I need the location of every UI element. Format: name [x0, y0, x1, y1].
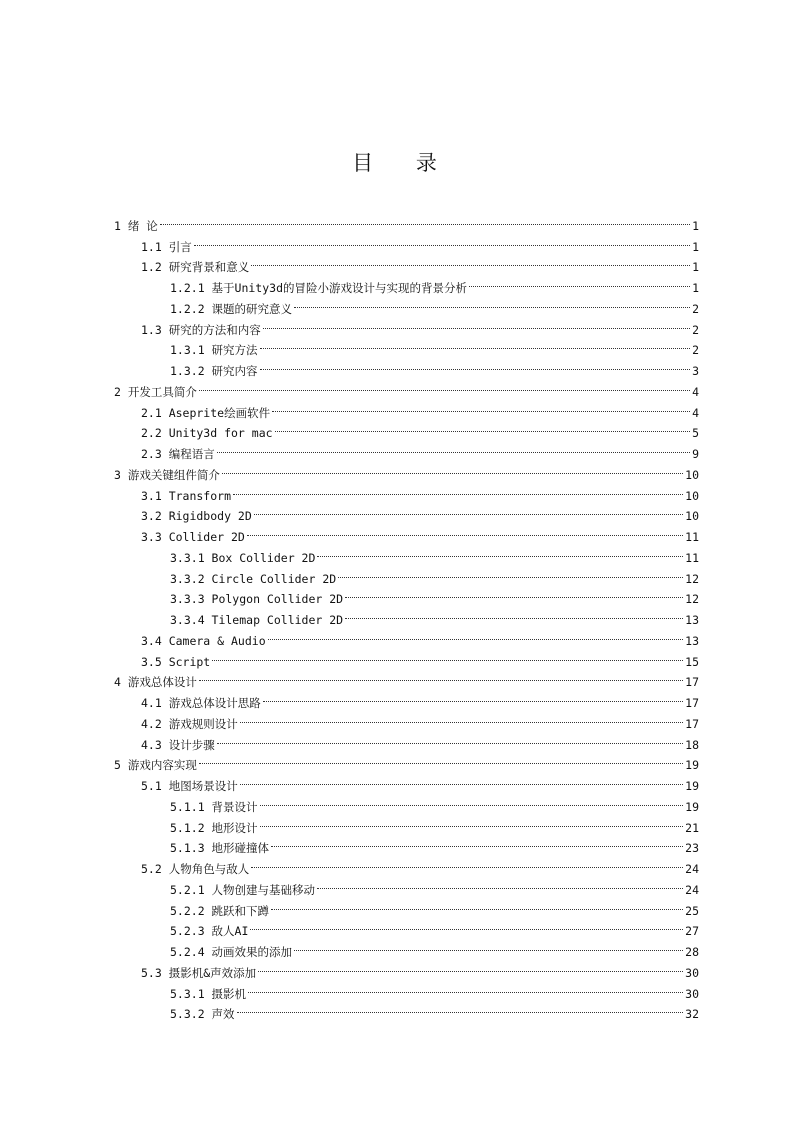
dot-leader — [194, 230, 690, 251]
toc-entry-title: 2.3 编程语言 — [141, 447, 215, 461]
dot-leader — [251, 852, 683, 873]
toc-entry-page-number: 1 — [692, 239, 699, 254]
toc-entry-title: 1.2.1 基于Unity3d的冒险小游戏设计与实现的背景分析 — [170, 281, 468, 295]
dot-leader — [222, 458, 683, 479]
toc-entry-title: 5.2.3 敌人AI — [170, 924, 249, 939]
toc-entry-title: 1.2.2 课题的研究意义 — [170, 301, 293, 316]
dot-leader — [271, 832, 683, 853]
dot-leader — [260, 811, 684, 832]
dot-leader — [268, 624, 684, 645]
toc-entry-page-number: 17 — [685, 716, 699, 731]
toc-entry-title: 2.2 Unity3d for mac — [141, 426, 273, 441]
dot-leader — [260, 790, 684, 811]
toc-title: 目 录 — [352, 151, 455, 176]
dot-leader — [258, 956, 683, 977]
toc-entry-page-number: 13 — [685, 633, 699, 648]
toc-entry-title: 1.2 研究背景和意义 — [141, 260, 250, 275]
toc-entry-title: 3.3 Collider 2D — [141, 530, 245, 544]
dot-leader — [251, 251, 690, 272]
toc-entry-page-number: 10 — [685, 509, 699, 524]
toc-entry-title: 5.2.2 跳跃和下蹲 — [170, 903, 270, 918]
toc-entry-page-number: 5 — [692, 426, 699, 441]
toc-entry-title: 1.3.2 研究内容 — [170, 364, 258, 378]
toc-entry-page-number: 19 — [685, 799, 699, 814]
toc-entry[interactable] — [114, 230, 699, 254]
toc-entry-page-number: 27 — [685, 924, 699, 939]
dot-leader — [263, 313, 690, 334]
dot-leader — [199, 375, 690, 396]
toc-entry-page-number: 19 — [685, 779, 699, 793]
toc-entry-page-number: 2 — [692, 322, 699, 337]
dot-leader — [317, 541, 683, 562]
toc-entry-page-number: 30 — [685, 965, 699, 980]
dot-leader — [250, 915, 683, 936]
dot-leader — [217, 437, 690, 458]
toc-entry-page-number: 28 — [685, 945, 699, 959]
toc-entry-title: 5.3 摄影机&声效添加 — [141, 965, 257, 980]
toc-entry-title: 3.3.4 Tilemap Collider 2D — [170, 613, 344, 627]
toc-entry-page-number: 24 — [685, 862, 699, 876]
toc-entry-page-number: 3 — [692, 364, 699, 378]
dot-leader — [271, 894, 683, 915]
dot-leader — [160, 209, 690, 230]
toc-entry-page-number: 1 — [692, 281, 699, 295]
toc-entry-page-number: 10 — [685, 488, 699, 503]
dot-leader — [345, 603, 683, 624]
toc-entry-page-number: 17 — [685, 675, 699, 690]
toc-entry-title: 1.1 引言 — [141, 239, 192, 254]
toc-entry-page-number: 24 — [685, 882, 699, 897]
toc-entry-title: 1.3.1 研究方法 — [170, 343, 258, 358]
toc-entry-title: 2 开发工具简介 — [114, 384, 197, 399]
dot-leader — [317, 873, 683, 894]
dot-leader — [212, 645, 683, 666]
dot-leader — [240, 769, 683, 790]
dot-leader — [217, 728, 683, 749]
toc-entry-title: 3.3.3 Polygon Collider 2D — [170, 592, 344, 607]
toc-entry-page-number: 4 — [692, 384, 699, 399]
toc-entry-page-number: 21 — [685, 820, 699, 835]
toc-entry-title: 3.5 Script — [141, 654, 211, 669]
toc-entry-page-number: 23 — [685, 841, 699, 856]
toc-entry-page-number: 19 — [685, 758, 699, 773]
dot-leader — [260, 354, 691, 375]
toc-entry-page-number: 17 — [685, 696, 699, 710]
toc-entry-page-number: 32 — [685, 1007, 699, 1022]
toc-entry-title: 5.3.1 摄影机 — [170, 986, 247, 1001]
toc-entry-title: 5.1.2 地形设计 — [170, 820, 258, 835]
dot-leader — [260, 334, 691, 355]
dot-leader — [240, 707, 683, 728]
toc-entry-title: 5.2.4 动画效果的添加 — [170, 945, 293, 959]
toc-entry[interactable] — [114, 749, 699, 773]
dot-leader — [469, 271, 690, 292]
table-of-contents — [114, 209, 699, 1022]
dot-leader — [237, 998, 684, 1019]
toc-entry-page-number: 30 — [685, 986, 699, 1001]
toc-entry-title: 5.1.3 地形碰撞体 — [170, 841, 270, 856]
dot-leader — [275, 417, 691, 438]
dot-leader — [294, 935, 683, 956]
dot-leader — [338, 562, 683, 583]
toc-entry-page-number: 11 — [685, 530, 699, 544]
toc-entry-title: 4.3 设计步骤 — [141, 737, 215, 752]
toc-entry-title: 3 游戏关键组件简介 — [114, 467, 220, 482]
toc-entry[interactable] — [114, 686, 699, 710]
toc-entry[interactable] — [114, 666, 699, 690]
dot-leader — [199, 666, 683, 687]
toc-entry-title: 1.3 研究的方法和内容 — [141, 322, 261, 337]
toc-entry[interactable] — [114, 251, 699, 275]
dot-leader — [294, 292, 690, 313]
toc-entry-title: 3.3.1 Box Collider 2D — [170, 550, 316, 565]
toc-entry-page-number: 1 — [692, 260, 699, 275]
dot-leader — [233, 479, 683, 500]
toc-entry[interactable] — [114, 769, 699, 793]
toc-entry-title: 4 游戏总体设计 — [114, 675, 197, 690]
toc-entry-page-number: 12 — [685, 571, 699, 586]
toc-entry-page-number: 12 — [685, 592, 699, 607]
dot-leader — [254, 500, 683, 521]
toc-entry-title: 2.1 Aseprite绘画软件 — [141, 405, 271, 420]
toc-entry-page-number: 2 — [692, 343, 699, 358]
toc-entry-page-number: 15 — [685, 654, 699, 669]
toc-entry-page-number: 11 — [685, 550, 699, 565]
dot-leader — [263, 686, 683, 707]
toc-entry-page-number: 2 — [692, 301, 699, 316]
toc-entry-title: 4.2 游戏规则设计 — [141, 716, 238, 731]
dot-leader — [345, 583, 683, 604]
toc-entry-page-number: 13 — [685, 613, 699, 627]
dot-leader — [248, 977, 683, 998]
toc-entry-title: 3.4 Camera & Audio — [141, 633, 266, 648]
toc-entry-page-number: 9 — [692, 447, 699, 461]
toc-entry-page-number: 10 — [685, 467, 699, 482]
toc-entry[interactable] — [114, 209, 699, 233]
toc-entry[interactable] — [114, 375, 699, 399]
toc-entry-title: 5.2 人物角色与敌人 — [141, 862, 250, 876]
toc-entry-title: 5.1.1 背景设计 — [170, 799, 258, 814]
toc-entry-page-number: 25 — [685, 903, 699, 918]
toc-entry-page-number: 1 — [692, 218, 699, 233]
toc-entry-title: 4.1 游戏总体设计思路 — [141, 696, 261, 710]
toc-entry-title: 5.2.1 人物创建与基础移动 — [170, 882, 316, 897]
toc-entry-title: 5 游戏内容实现 — [114, 758, 197, 773]
toc-entry-title: 5.3.2 声效 — [170, 1007, 235, 1022]
dot-leader — [272, 396, 690, 417]
dot-leader — [199, 749, 683, 770]
dot-leader — [247, 520, 683, 541]
toc-entry-page-number: 18 — [685, 737, 699, 752]
toc-entry-title: 3.2 Rigidbody 2D — [141, 509, 252, 524]
toc-entry-page-number: 4 — [692, 405, 699, 420]
toc-entry-title: 1 绪 论 — [114, 218, 158, 233]
toc-entry[interactable] — [114, 396, 699, 420]
toc-entry-title: 3.3.2 Circle Collider 2D — [170, 571, 337, 586]
toc-entry-title: 3.1 Transform — [141, 488, 232, 503]
toc-entry-title: 5.1 地图场景设计 — [141, 779, 238, 793]
